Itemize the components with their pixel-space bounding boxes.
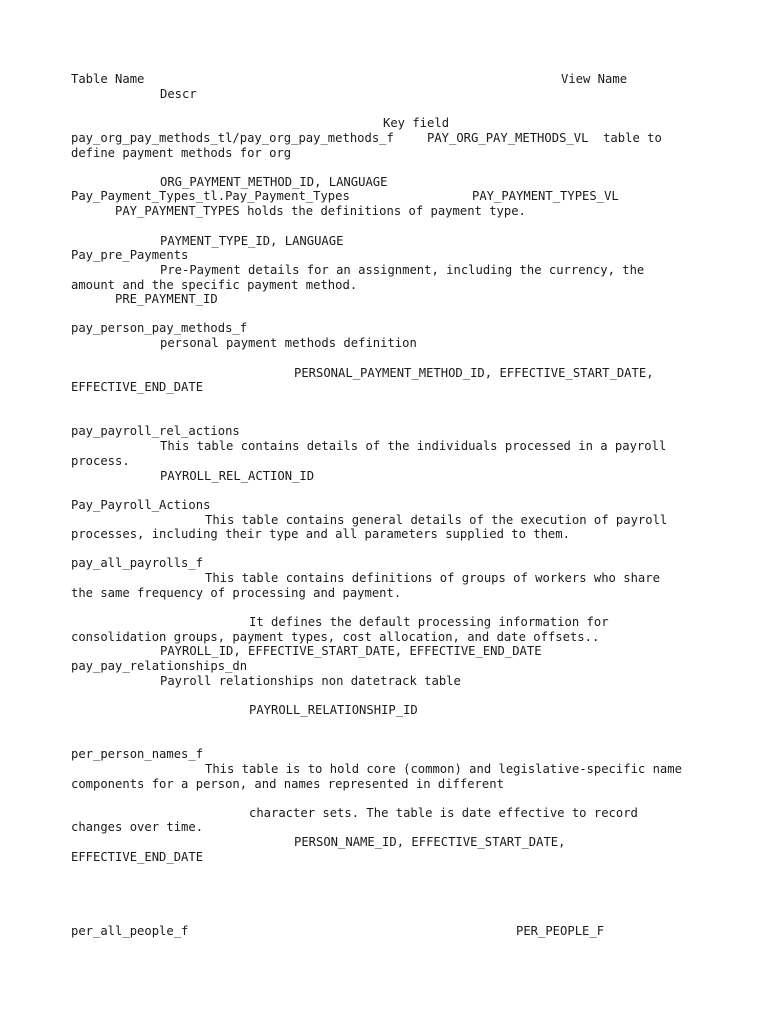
key-field: EFFECTIVE_END_DATE bbox=[71, 380, 204, 394]
view-name: PAY_PAYMENT_TYPES_VL bbox=[472, 189, 619, 203]
table-name: Pay_Payment_Types_tl.Pay_Payment_Types bbox=[71, 189, 350, 203]
header-key-field: Key field bbox=[383, 116, 450, 130]
table-name: pay_payroll_rel_actions bbox=[71, 424, 240, 438]
table-description: Pre-Payment details for an assignment, including the currency, the bbox=[160, 263, 645, 277]
key-field: ORG_PAYMENT_METHOD_ID, LANGUAGE bbox=[160, 175, 388, 189]
table-description: personal payment methods definition bbox=[160, 336, 417, 350]
key-field: PRE_PAYMENT_ID bbox=[115, 292, 218, 306]
table-description: This table contains definitions of groups of workers who share bbox=[205, 571, 660, 585]
table-description: It defines the default processing information for bbox=[249, 615, 609, 629]
table-description: This table is to hold core (common) and legislative-specific name bbox=[205, 762, 682, 776]
key-field: PAYROLL_RELATIONSHIP_ID bbox=[249, 703, 418, 717]
table-name: Pay_pre_Payments bbox=[71, 248, 189, 262]
table-description: process. bbox=[71, 454, 130, 468]
view-name: PER_PEOPLE_F bbox=[516, 924, 605, 938]
table-description: processes, including their type and all parameters supplied to them. bbox=[71, 527, 570, 541]
view-name: PAY_ORG_PAY_METHODS_VL table to bbox=[427, 131, 662, 145]
table-name: Pay_Payroll_Actions bbox=[71, 498, 211, 512]
table-description: the same frequency of processing and payment. bbox=[71, 586, 402, 600]
table-name: per_all_people_f bbox=[71, 924, 189, 938]
table-description: Payroll relationships non datetrack table bbox=[160, 674, 461, 688]
table-description: amount and the specific payment method. bbox=[71, 278, 358, 292]
header-view-name: View Name bbox=[561, 72, 628, 86]
header-descr: Descr bbox=[160, 87, 197, 101]
table-name: pay_all_payrolls_f bbox=[71, 556, 204, 570]
table-name: pay_person_pay_methods_f bbox=[71, 321, 248, 335]
table-name: pay_pay_relationships_dn bbox=[71, 659, 248, 673]
table-description: components for a person, and names represented in different bbox=[71, 777, 504, 791]
table-description: PAY_PAYMENT_TYPES holds the definitions of payment type. bbox=[115, 204, 526, 218]
table-description: consolidation groups, payment types, cost allocation, and date offsets.. bbox=[71, 630, 600, 644]
key-field: PERSON_NAME_ID, EFFECTIVE_START_DATE, bbox=[294, 835, 566, 849]
key-field: EFFECTIVE_END_DATE bbox=[71, 850, 204, 864]
table-description: character sets. The table is date effective to record bbox=[249, 806, 638, 820]
header-table-name: Table Name bbox=[71, 72, 145, 86]
table-description: This table contains details of the individuals processed in a payroll bbox=[160, 439, 667, 453]
key-field: PAYROLL_REL_ACTION_ID bbox=[160, 469, 315, 483]
table-description: changes over time. bbox=[71, 820, 204, 834]
table-description: This table contains general details of the execution of payroll bbox=[205, 513, 668, 527]
table-name: per_person_names_f bbox=[71, 747, 204, 761]
table-description: define payment methods for org bbox=[71, 146, 292, 160]
key-field: PERSONAL_PAYMENT_METHOD_ID, EFFECTIVE_START_DATE, bbox=[294, 366, 654, 380]
key-field: PAYMENT_TYPE_ID, LANGUAGE bbox=[160, 234, 344, 248]
key-field: PAYROLL_ID, EFFECTIVE_START_DATE, EFFECTIVE_END_DATE bbox=[160, 644, 542, 658]
table-name: pay_org_pay_methods_tl/pay_org_pay_methods_f bbox=[71, 131, 394, 145]
